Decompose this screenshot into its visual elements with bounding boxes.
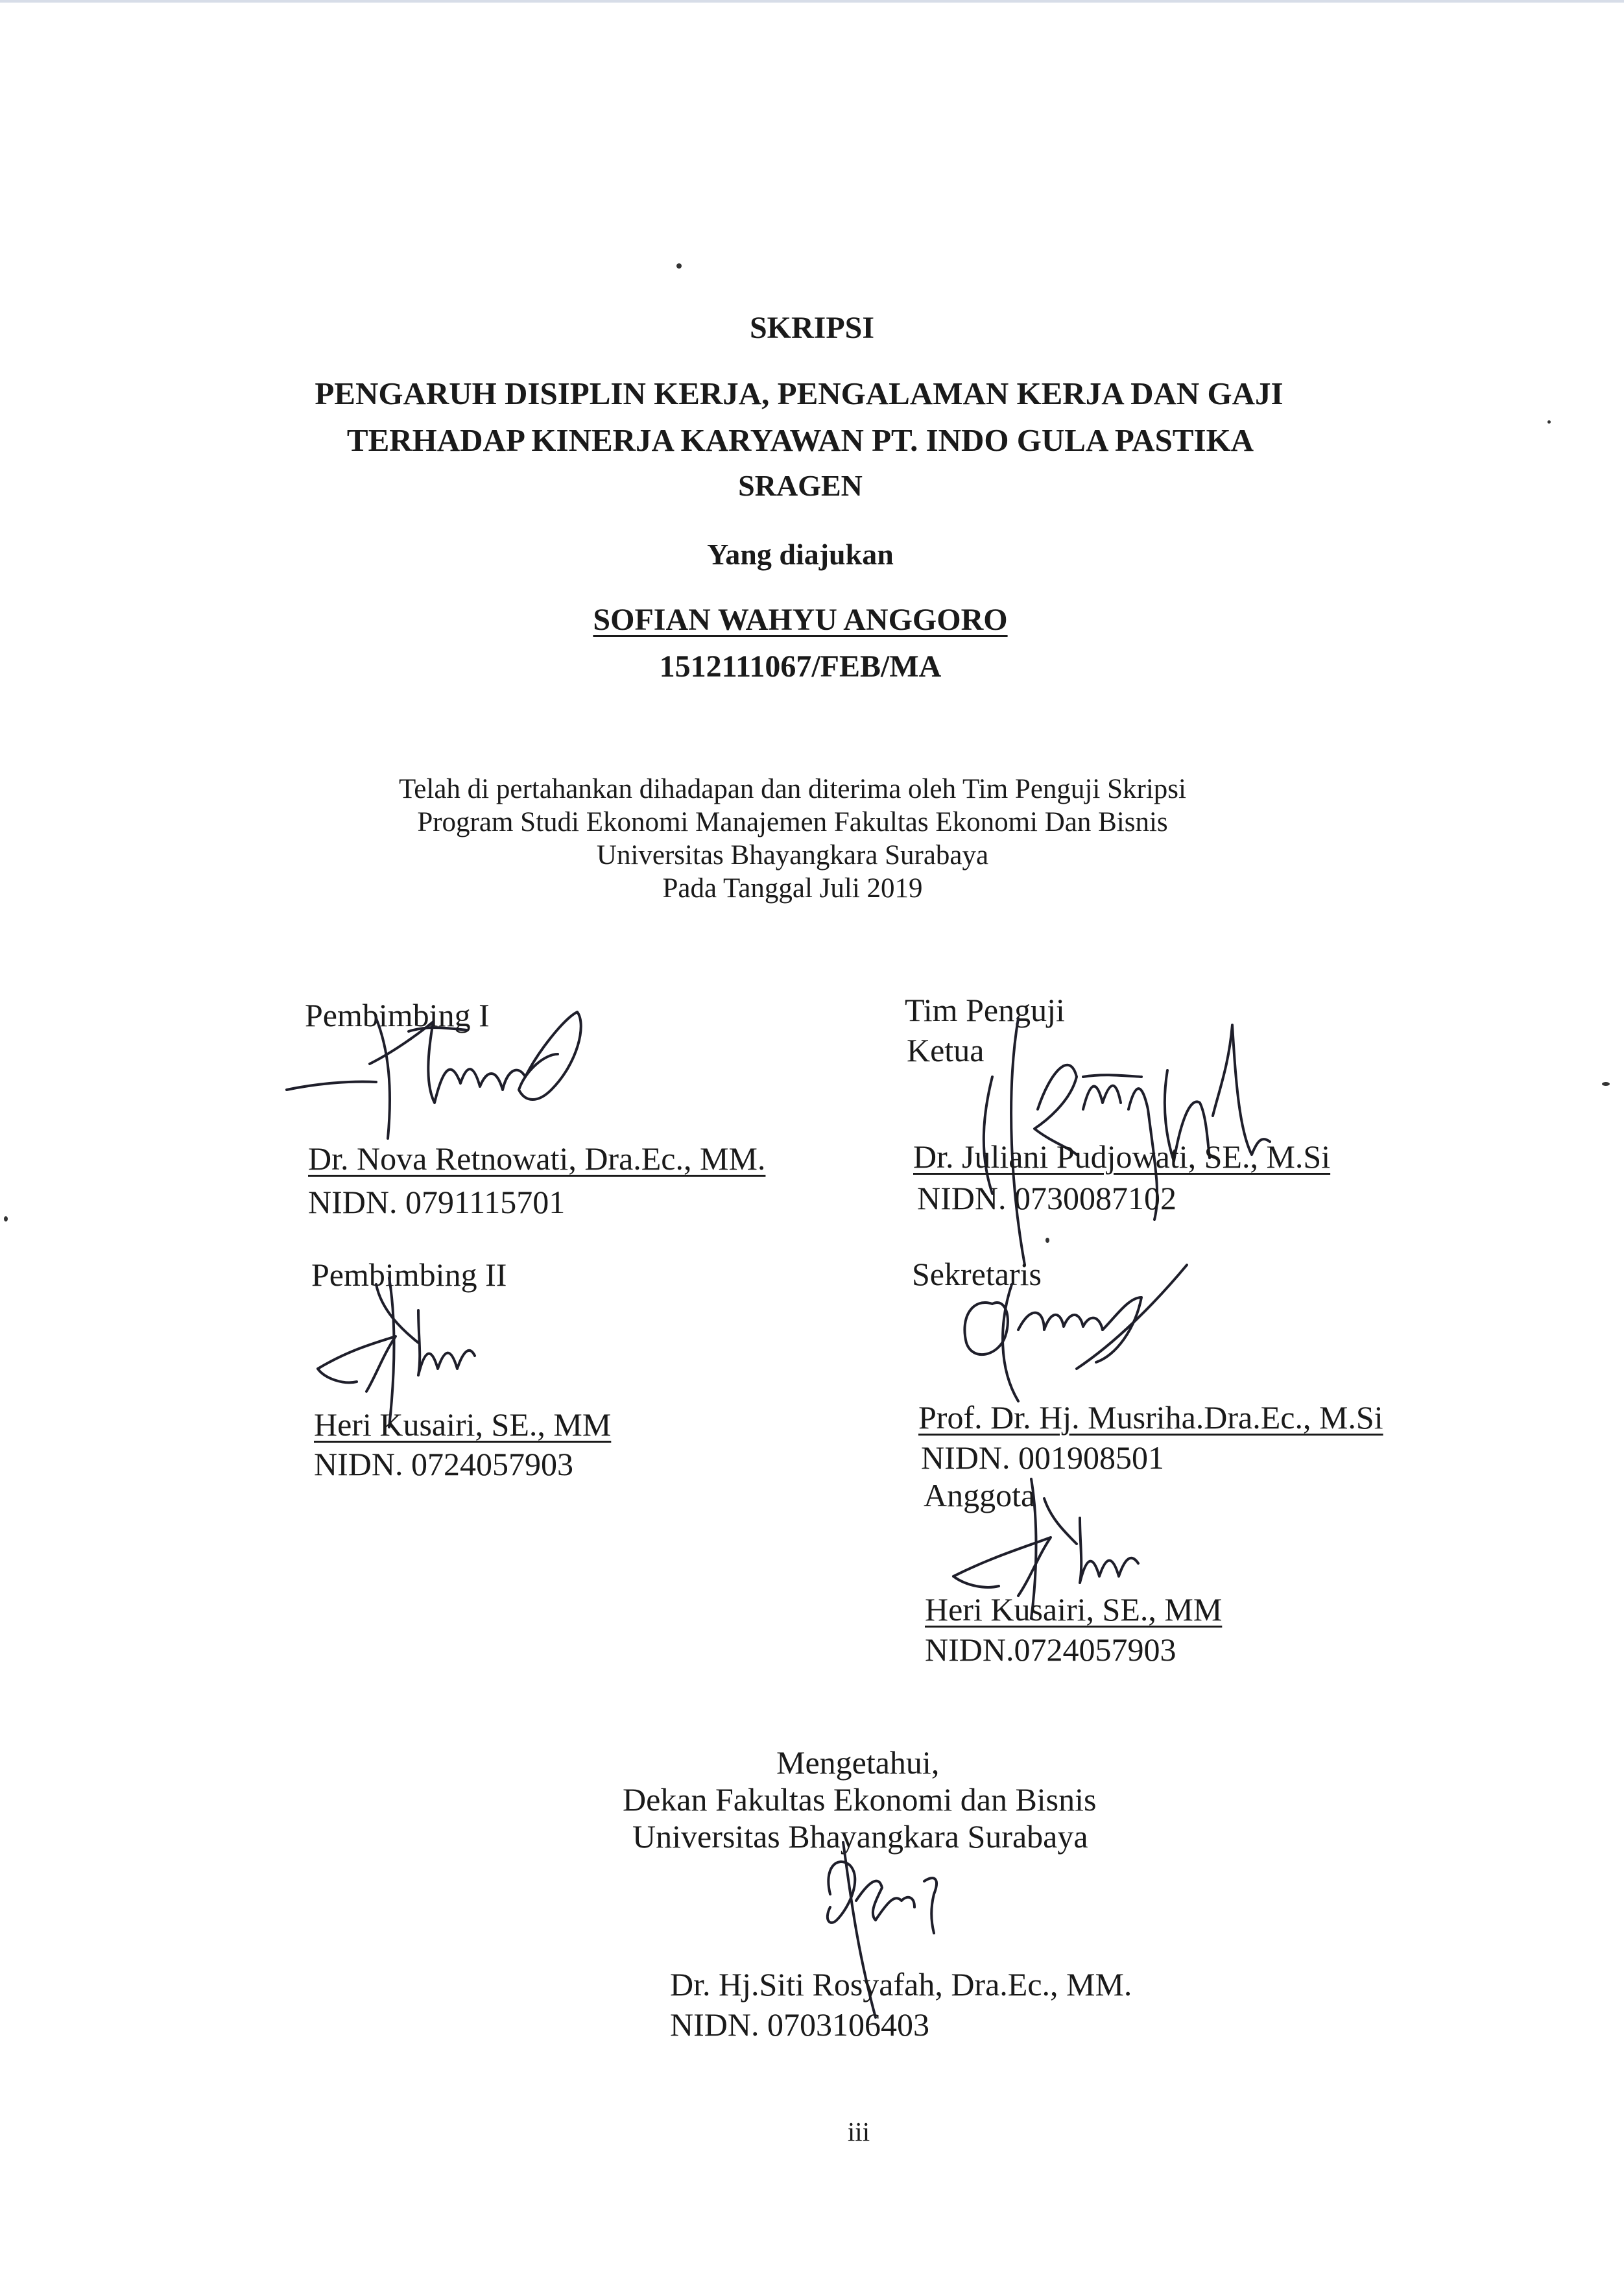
secretary-signature (947, 1258, 1193, 1408)
member-role: Anggota (924, 1477, 1036, 1513)
chair-nidn: NIDN. 0730087102 (917, 1180, 1176, 1216)
scan-top-edge (0, 0, 1624, 3)
advisor1-name: Dr. Nova Retnowati, Dra.Ec., MM. (308, 1140, 766, 1177)
scan-speck (1602, 1082, 1610, 1086)
advisor2-role: Pembimbing II (311, 1257, 507, 1293)
approval-line: Universitas Bhayangkara Surabaya (632, 1818, 1088, 1855)
student-id: 1512111067/FEB/MA (659, 649, 942, 684)
chair-role: Ketua (907, 1032, 985, 1068)
secretary-name: Prof. Dr. Hj. Musriha.Dra.Ec., M.Si (918, 1399, 1383, 1436)
advisor2-name: Heri Kusairi, SE., MM (314, 1406, 612, 1443)
statement-line: Telah di pertahankan dihadapan dan diterima oleh Tim Penguji Skripsi (399, 774, 1186, 804)
secretary-role: Sekretaris (912, 1256, 1042, 1292)
dean-name: Dr. Hj.Siti Rosyafah, Dra.Ec., MM. (670, 1966, 1132, 2002)
statement-line: Program Studi Ekonomi Manajemen Fakultas Ekonomi Dan Bisnis (417, 807, 1168, 837)
statement-line: Universitas Bhayangkara Surabaya (596, 840, 989, 871)
member-nidn: NIDN.0724057903 (925, 1631, 1176, 1668)
advisor1-signature (279, 992, 616, 1142)
document-heading: SKRIPSI (749, 311, 875, 345)
thesis-title-line: TERHADAP KINERJA KARYAWAN PT. INDO GULA PASTIKA (346, 422, 1254, 458)
advisor2-nidn: NIDN. 0724057903 (314, 1446, 573, 1482)
page-number: iii (847, 2117, 870, 2147)
scan-speck (4, 1216, 8, 1221)
author-name: SOFIAN WAHYU ANGGORO (593, 603, 1008, 637)
approval-line: Mengetahui, (776, 1744, 940, 1781)
approval-line: Dekan Fakultas Ekonomi dan Bisnis (623, 1781, 1097, 1818)
thesis-title-line: SRAGEN (738, 469, 863, 502)
thesis-title-line: PENGARUH DISIPLIN KERJA, PENGALAMAN KERJA DAN GAJI (315, 376, 1284, 411)
statement-line: Pada Tanggal Juli 2019 (662, 873, 923, 904)
advisor1-role: Pembimbing I (305, 997, 490, 1033)
member-name: Heri Kusairi, SE., MM (925, 1591, 1223, 1628)
scan-speck (676, 263, 682, 269)
dean-nidn: NIDN. 0703106403 (670, 2006, 929, 2043)
secretary-nidn: NIDN. 001908501 (921, 1439, 1164, 1476)
submitted-by-label: Yang diajukan (707, 538, 894, 571)
advisor1-nidn: NIDN. 0791115701 (308, 1184, 566, 1220)
chair-signature (966, 999, 1271, 1271)
chair-name: Dr. Juliani Pudjowati, SE., M.Si (913, 1138, 1331, 1175)
examiner-team-label: Tim Penguji (905, 992, 1065, 1028)
